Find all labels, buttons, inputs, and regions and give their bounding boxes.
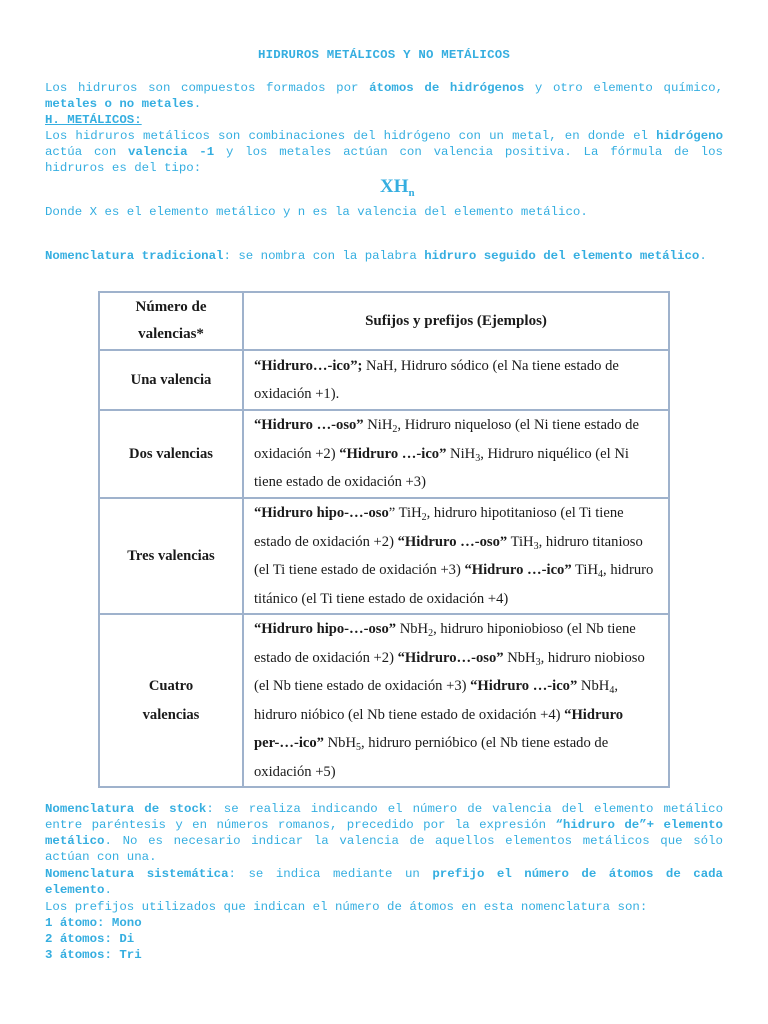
row-label: Cuatro valencias [99,614,243,787]
metalicos-paragraph: Los hidruros metálicos son combinaciones del hidrógeno con un metal, en donde el hidrógeno actúa con valencia -1 y los metales actúan con valencia positiva. La fórmula de los hidruros es del tipo: [45,129,723,175]
intro-bold-atoms: átomos de hidrógenos [369,81,525,95]
bold-hidruro-de: “hidruro de”+ elemento metálico [45,818,723,848]
prefijo-item: 1 átomo: Mono [45,916,142,930]
bold-stock: Nomenclatura de stock [45,802,207,816]
prefijo-item: 3 átomos: Tri [45,948,142,962]
prefijo-item: 2 átomos: Di [45,932,135,946]
bold-sistematica: Nomenclatura sistemática [45,867,229,881]
bold-hidrogeno: hidrógeno [656,129,723,143]
formula-note: Donde X es el elemento metálico y n es la valencia del elemento metálico. [45,205,588,219]
header-numero-valencias: Número de valencias* [99,292,243,350]
row-examples: “Hidruro …-oso” NiH$_2$, Hidruro niqueloso (el Ni tiene estado de oxidación +2) “Hidruro …-ico” NiH$_3$, Hidruro niquélico (el Ni tiene estado de oxidación +3) [243,410,669,498]
intro-paragraph: Los hidruros son compuestos formados por átomos de hidrógenos y otro elemento químico, metales o no metales. [45,81,724,111]
row-examples: “Hidruro hipo-…-oso” TiH$_2$, hidruro hipotitanioso (el Ti tiene estado de oxidación +2) “Hidruro …-oso” TiH$_3$, hidruro titanioso (el Ti tiene estado de oxidación +3) “Hidruro …-ico” TiH$_4$, hidruro titánico (el Ti tiene estado de oxidación +4) [243,498,669,614]
section-heading: H. METÁLICOS: [45,113,142,127]
intro-text: y otro elemento químico, [534,81,724,95]
bold-prefijo: prefijo el número de átomos de cada elemento [45,867,723,897]
row-examples: “Hidruro hipo-…-oso” NbH$_2$, hidruro hiponiobioso (el Nb tiene estado de oxidación +2) “Hidruro…-oso” NbH$_3$, hidruro niobioso (el Nb tiene estado de oxidación +3) “Hidruro …-ico” NbH$_4$, hidruro nióbico (el Nb tiene estado de oxidación +4) “Hidruro per-…-ico” NbH$_5$, hidruro pernióbico (el Nb tiene estado de oxidación +5) [243,614,669,787]
row-label: Tres valencias [99,498,243,614]
tradicional-paragraph: Nomenclatura tradicional: se nombra con la palabra hidruro seguido del elemento metálico. [45,249,707,263]
prefijos-intro: Los prefijos utilizados que indican el número de átomos en esta nomenclatura son: [45,900,648,914]
table-row [99,614,669,787]
bold-tradicional: Nomenclatura tradicional [45,249,224,263]
stock-paragraph: Nomenclatura de stock: se realiza indicando el número de valencia del elemento metálico entre paréntesis y en números romanos, precedido por la expresión “hidruro de”+ elemento metálico. No es necesario indicar la valencia de aquellos elementos metálicos que sólo actúan con una. [45,802,724,864]
intro-bold-metals: metales o no metales [45,97,194,111]
row-label: Dos valencias [99,410,243,498]
row-examples: “Hidruro…-ico”; NaH, Hidruro sódico (el Na tiene estado de oxidación +1). [243,350,669,410]
page-title: HIDRUROS METÁLICOS Y NO METÁLICOS [258,48,510,62]
bold-valencia: valencia -1 [128,145,215,159]
general-formula: $XH_n$ [380,176,415,199]
header-sufijos-prefijos: Sufijos y prefijos (Ejemplos) [243,292,669,350]
intro-text: Los hidruros son compuestos formados por [45,81,359,95]
table-row [99,410,669,498]
sistematica-paragraph: Nomenclatura sistemática: se indica mediante un prefijo el número de átomos de cada elemento. [45,867,723,897]
table-row [99,350,669,410]
bold-hidruro-seguido: hidruro seguido del elemento metálico [424,249,700,263]
row-label: Una valencia [99,350,243,410]
table-row [99,498,669,614]
table-header-row [99,292,669,350]
valencias-table [98,291,670,788]
